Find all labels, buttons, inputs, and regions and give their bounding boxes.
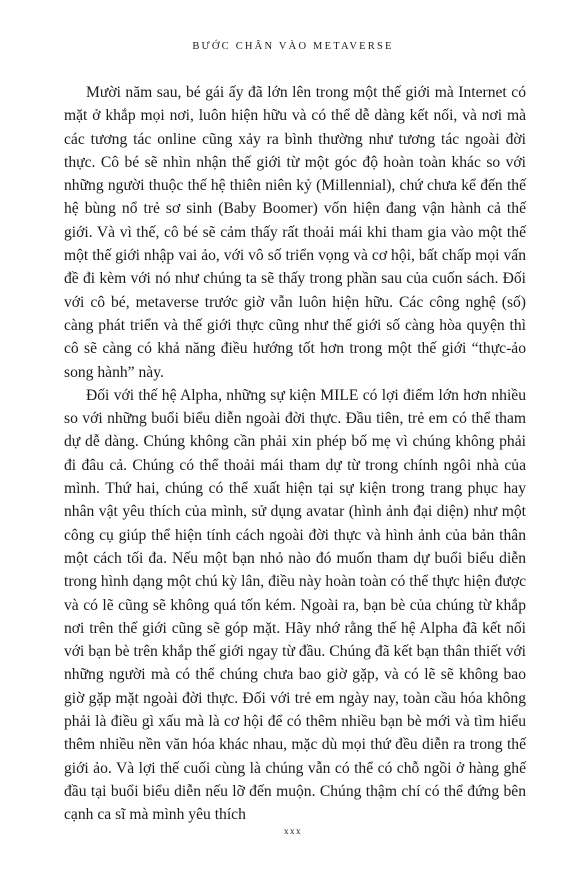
page-number: xxx	[284, 826, 302, 836]
running-header: BƯỚC CHÂN VÀO METAVERSE	[192, 41, 394, 52]
paragraph: Đối với thế hệ Alpha, những sự kiện MILE có lợi điểm lớn hơn nhiều so với những buổi biểu diễn ngoài đời thực. Đầu tiên, trẻ em có thể tham dự dễ dàng. Chúng không cần phải xin phép bố mẹ vì chúng không phải đi đâu cả. Chúng có thể thoải mái tham dự từ trong chính ngôi nhà của mình. Thứ hai, chúng có thể xuất hiện tại sự kiện trong trang phục hay nhân vật yêu thích của mình, sử dụng avatar (hình ảnh đại diện) như một công cụ giúp thể hiện tính cách ngoài đời thực và hình ảnh của bản thân một cách tối đa. Nếu một bạn nhỏ nào đó muốn tham dự buổi biểu diễn trong hình dạng một chú kỳ lân, điều này hoàn toàn có thể thực hiện được và có lẽ cũng sẽ không quá tốn kém. Ngoài ra, bạn bè của chúng từ khắp nơi trên thế giới cũng sẽ góp mặt. Hãy nhớ rằng thế hệ Alpha đã kết nối với bạn bè trên khắp thế giới ngay từ đầu. Chúng đã kết bạn thân thiết với những người mà có thể chúng chưa bao giờ gặp, và có lẽ sẽ không bao giờ gặp mặt ngoài đời thực. Đối với trẻ em ngày nay, toàn cầu hóa không phải là điều gì xấu mà là cơ hội để có thêm nhiều bạn bè mới và tìm hiểu thêm nhiều nền văn hóa khác nhau, mặc dù mọi thứ đều diễn ra trong thế giới ảo. Và lợi thế cuối cùng là chúng vẫn có thể có chỗ ngồi ở hàng ghế đầu tại buổi biểu diễn nếu lỡ đến muộn. Chúng thậm chí có thể đứng bên cạnh ca sĩ mà mình yêu thích	[64, 386, 526, 824]
paragraph: Mười năm sau, bé gái ấy đã lớn lên trong một thế giới mà Internet có mặt ở khắp mọi nơi, luôn hiện hữu và có thể dễ dàng kết nối, và nơi mà các tương tác online cũng xảy ra bình thường như tương tác ngoài đời thực. Cô bé sẽ nhìn nhận thế giới từ một góc độ hoàn toàn khác so với những người thuộc thế hệ thiên niên kỷ (Millennial), chứ chưa kể đến thế hệ bùng nổ trẻ sơ sinh (Baby Boomer) vốn hiện đang vận hành cả thế giới. Và vì thế, cô bé sẽ cảm thấy rất thoải mái khi tham gia vào một thế một thế giới nhập vai ảo, với vô số triển vọng và cơ hội, bất chấp mọi vấn đề đi kèm với nó như chúng ta sẽ thấy trong phần sau của cuốn sách. Đối với cô bé, metaverse trước giờ vẫn luôn hiện hữu. Các công nghệ (số) càng phát triển và thế giới thực cũng như thế giới số càng hòa quyện thì cô sẽ càng có khả năng điều hướng tốt hơn trong một thế giới “thực-ảo song hành” này.	[64, 84, 526, 381]
body-text	[64, 81, 526, 827]
